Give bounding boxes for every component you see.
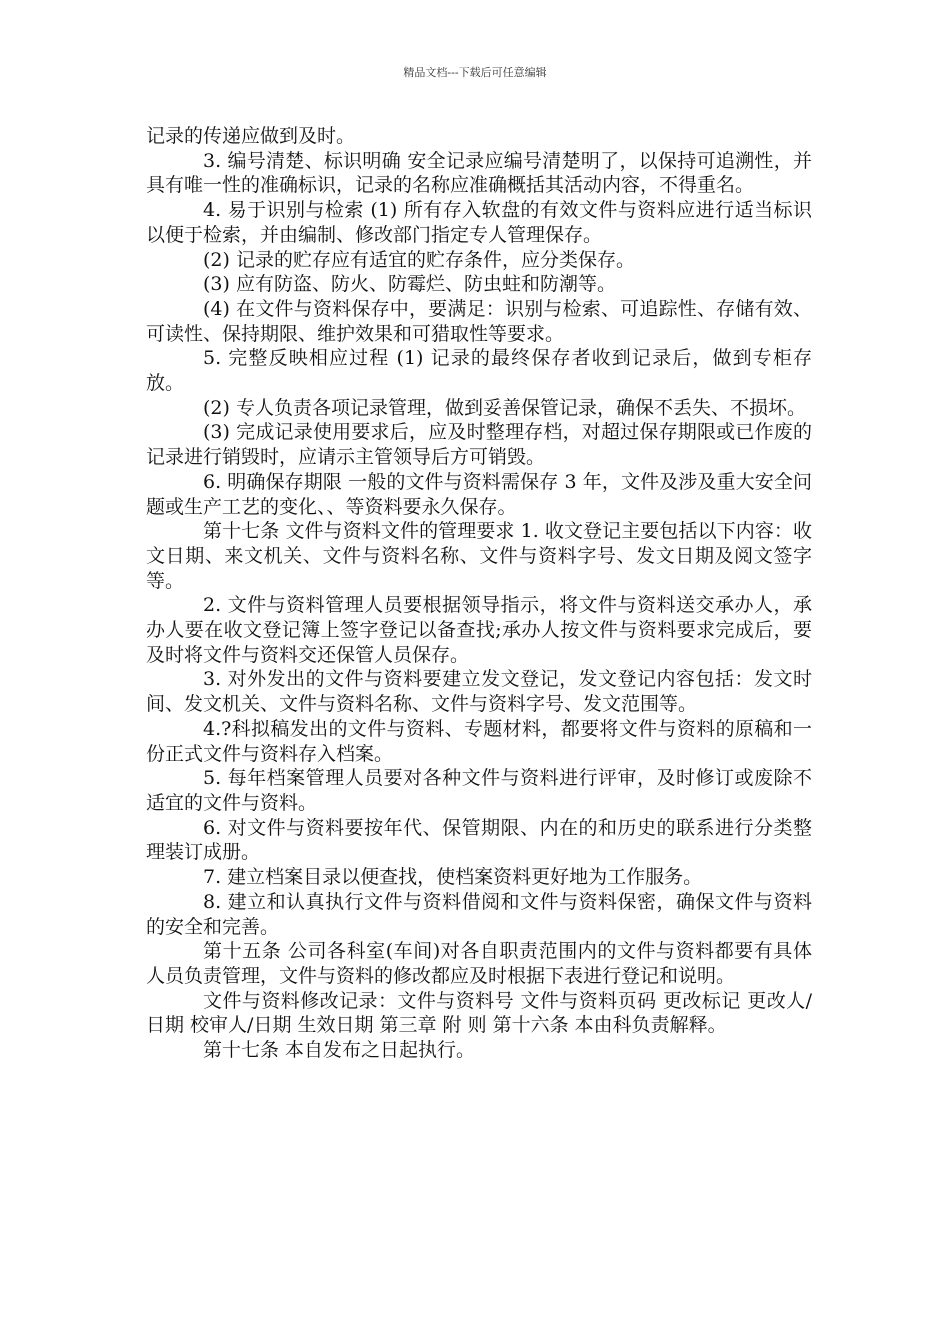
paragraph: 4. 易于识别与检索 (1) 所有存入软盘的有效文件与资料应进行适当标识以便于检索，并由编制、修改部门指定专人管理保存。 <box>146 199 812 246</box>
paragraph: (3) 完成记录使用要求后，应及时整理存档，对超过保存期限或已作废的记录进行销毁时，应请示主管领导后方可销毁。 <box>146 421 812 469</box>
paragraph: (2) 专人负责各项记录管理，做到妥善保管记录，确保不丢失、不损坏。 <box>203 396 806 419</box>
paragraph: 第十五条 公司各科室(车间)对各自职责范围内的文件与资料都要有具体人员负责管理，文件与资料的修改都应及时根据下表进行登记和说明。 <box>146 940 812 987</box>
paragraph: 8. 建立和认真执行文件与资料借阅和文件与资料保密，确保文件与资料的安全和完善。 <box>146 890 812 938</box>
paragraph: (4) 在文件与资料保存中，要满足：识别与检索、可追踪性、存储有效、可读性、保持期限、维护效果和可猎取性等要求。 <box>146 297 812 345</box>
paragraph: 7. 建立档案目录以便查找，使档案资料更好地为工作服务。 <box>203 866 703 889</box>
paragraph: (2) 记录的贮存应有适宜的贮存条件，应分类保存。 <box>203 248 635 271</box>
paragraph: 3. 对外发出的文件与资料要建立发文登记，发文登记内容包括：发文时间、发文机关、文件与资料名称、文件与资料字号、发文范围等。 <box>146 668 812 716</box>
paragraph: 5. 完整反映相应过程 (1) 记录的最终保存者收到记录后，做到专柜存放。 <box>146 347 812 395</box>
paragraph: 第十七条 本自发布之日起执行。 <box>203 1039 476 1062</box>
paragraph: 第十七条 文件与资料文件的管理要求 1. 收文登记主要包括以下内容：收文日期、来文机关、文件与资料名称、文件与资料字号、发文日期及阅文签字等。 <box>146 520 812 592</box>
paragraph: 5. 每年档案管理人员要对各种文件与资料进行评审，及时修订或废除不适宜的文件与资料。 <box>146 767 812 814</box>
document-body <box>146 124 812 1063</box>
paragraph: 记录的传递应做到及时。 <box>146 125 356 147</box>
page-header: 精品文档---下载后可任意编辑 <box>403 66 547 79</box>
paragraph: 6. 对文件与资料要按年代、保管期限、内在的和历史的联系进行分类整理装订成册。 <box>146 816 812 864</box>
paragraph: 2. 文件与资料管理人员要根据领导指示，将文件与资料送交承办人，承办人要在收文登记簿上签字登记以备查找;承办人按文件与资料要求完成后，要及时将文件与资料交还保管人员保存。 <box>146 594 812 666</box>
paragraph: 3. 编号清楚、标识明确 安全记录应编号清楚明了，以保持可追溯性，并具有唯一性的准确标识，记录的名称应准确概括其活动内容，不得重名。 <box>146 149 812 197</box>
paragraph: 4.?科拟稿发出的文件与资料、专题材料，都要将文件与资料的原稿和一份正式文件与资料存入档案。 <box>146 717 812 765</box>
paragraph: 6. 明确保存期限 一般的文件与资料需保存 3 年，文件及涉及重大安全问题或生产工艺的变化、、等资料要永久保存。 <box>146 470 812 518</box>
paragraph: 文件与资料修改记录：文件与资料号 文件与资料页码 更改标记 更改人/日期 校审人/日期 生效日期 第三章 附 则 第十六条 本由科负责解释。 <box>146 989 812 1037</box>
paragraph: (3) 应有防盗、防火、防霉烂、防虫蛀和防潮等。 <box>203 273 616 296</box>
